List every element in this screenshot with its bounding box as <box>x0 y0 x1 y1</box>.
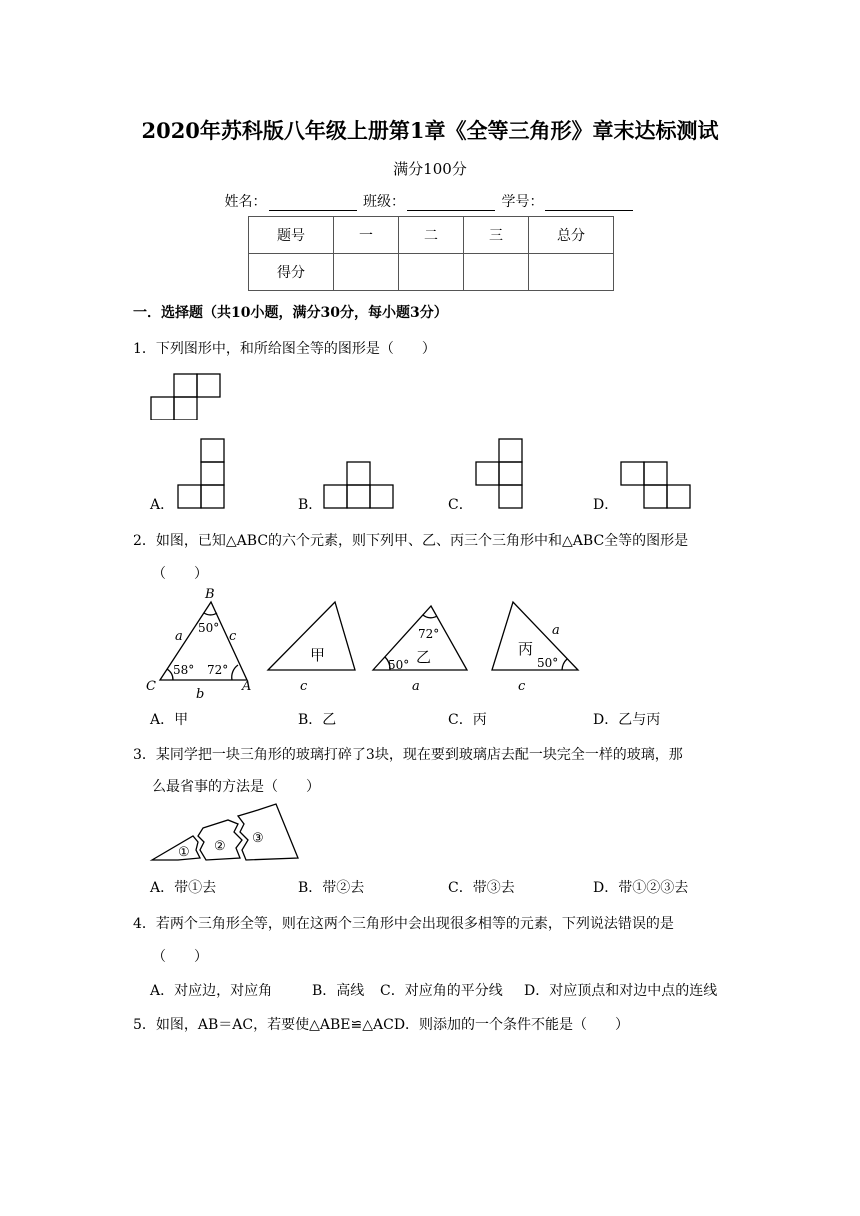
table-cell: 一 <box>334 217 399 254</box>
table-cell: 二 <box>399 217 464 254</box>
q1-option-b-label[interactable]: B． <box>298 497 323 513</box>
piece-2-label: ② <box>214 839 226 854</box>
student-info-line <box>0 191 860 211</box>
q3-option-c[interactable]: C．带③去 <box>448 880 515 896</box>
id-label: 学号： <box>501 194 544 210</box>
triangle-bing <box>492 602 578 670</box>
table-row <box>249 254 614 291</box>
name-field[interactable] <box>269 195 357 211</box>
table-row <box>249 217 614 254</box>
question-1-stem: 1．下列图形中，和所给图全等的图形是（ ） <box>133 341 436 357</box>
bing-angle: 50° <box>537 656 559 670</box>
class-field[interactable] <box>407 195 495 211</box>
question-2-stem-line2: （ ） <box>152 566 208 582</box>
q2-option-d[interactable]: D．乙与丙 <box>593 712 661 728</box>
question-3-stem-line1: 3．某同学把一块三角形的玻璃打碎了3块，现在要到玻璃店去配一块完全一样的玻璃，那 <box>133 747 683 763</box>
q4-option-c[interactable]: C．对应角的平分线 <box>380 983 503 999</box>
q4-option-a[interactable]: A．对应边，对应角 <box>150 983 273 999</box>
label-C: C <box>146 679 156 694</box>
question-3-stem-line2: 么最省事的方法是（ ） <box>152 779 320 795</box>
label-a: a <box>175 629 183 644</box>
section-heading: 一．选择题（共10小题，满分30分，每小题3分） <box>133 305 448 321</box>
q1-option-c-figure <box>474 437 524 509</box>
q4-option-b[interactable]: B．高线 <box>312 983 365 999</box>
piece-1 <box>152 836 200 860</box>
q1-option-c-label[interactable]: C． <box>448 497 473 513</box>
q4-option-d[interactable]: D．对应顶点和对边中点的连线 <box>524 983 718 999</box>
class-label: 班级： <box>363 194 405 210</box>
score-input-cell[interactable] <box>399 254 464 291</box>
jia-side-label: c <box>300 679 308 694</box>
id-field[interactable] <box>545 195 633 211</box>
q2-triangles-figure <box>140 582 700 702</box>
bing-side-c: c <box>518 679 526 694</box>
score-input-cell[interactable] <box>334 254 399 291</box>
question-5-stem: 5．如图，AB＝AC，若要使△ABE≌△ACD．则添加的一个条件不能是（ ） <box>133 1017 630 1033</box>
label-B: B <box>205 587 215 602</box>
piece-3 <box>238 804 298 860</box>
score-input-cell[interactable] <box>529 254 614 291</box>
score-table <box>248 216 614 291</box>
q3-broken-glass-figure <box>148 800 308 866</box>
q2-option-b[interactable]: B．乙 <box>298 712 337 728</box>
piece-3-label: ③ <box>252 831 264 846</box>
question-2-stem-line1: 2．如图，已知△ABC的六个元素，则下列甲、乙、丙三个三角形中和△ABC全等的图形是 <box>133 533 689 549</box>
table-cell: 得分 <box>249 254 334 291</box>
table-cell: 总分 <box>529 217 614 254</box>
page-title: 2020年苏科版八年级上册第1章《全等三角形》章末达标测试 <box>141 118 719 143</box>
bing-label: 丙 <box>518 640 534 658</box>
q1-option-a-figure <box>176 437 226 509</box>
q3-option-b[interactable]: B．带②去 <box>298 880 365 896</box>
q1-option-d-figure <box>619 460 691 509</box>
jia-label: 甲 <box>310 646 326 664</box>
yi-left-angle: 50° <box>388 658 410 672</box>
q1-option-d-label[interactable]: D． <box>593 497 619 513</box>
yi-label: 乙 <box>416 648 432 666</box>
question-4-stem-line2: （ ） <box>152 949 208 965</box>
yi-top-angle: 72° <box>418 627 440 641</box>
question-4-stem-line1: 4．若两个三角形全等，则在这两个三角形中会出现很多相等的元素，下列说法错误的是 <box>133 916 674 932</box>
label-b: b <box>196 687 205 702</box>
piece-1-label: ① <box>178 845 190 860</box>
q2-option-a[interactable]: A．甲 <box>150 712 189 728</box>
angle-a-label: 72° <box>207 663 229 677</box>
q3-option-d[interactable]: D．带①②③去 <box>593 880 689 896</box>
angle-c-label: 58° <box>173 663 195 677</box>
table-cell: 三 <box>464 217 529 254</box>
table-cell: 题号 <box>249 217 334 254</box>
q1-option-b-figure <box>322 460 394 509</box>
bing-side-a: a <box>552 623 560 638</box>
q1-reference-figure <box>150 372 222 420</box>
label-c: c <box>229 629 237 644</box>
q2-option-c[interactable]: C．丙 <box>448 712 487 728</box>
yi-side-label: a <box>412 679 420 694</box>
full-score-note: 满分100分 <box>393 160 467 178</box>
score-input-cell[interactable] <box>464 254 529 291</box>
angle-b-label: 50° <box>198 621 220 635</box>
label-A: A <box>242 679 252 694</box>
q3-option-a[interactable]: A．带①去 <box>150 880 217 896</box>
q1-option-a-label[interactable]: A． <box>150 497 175 513</box>
name-label: 姓名： <box>224 194 267 210</box>
